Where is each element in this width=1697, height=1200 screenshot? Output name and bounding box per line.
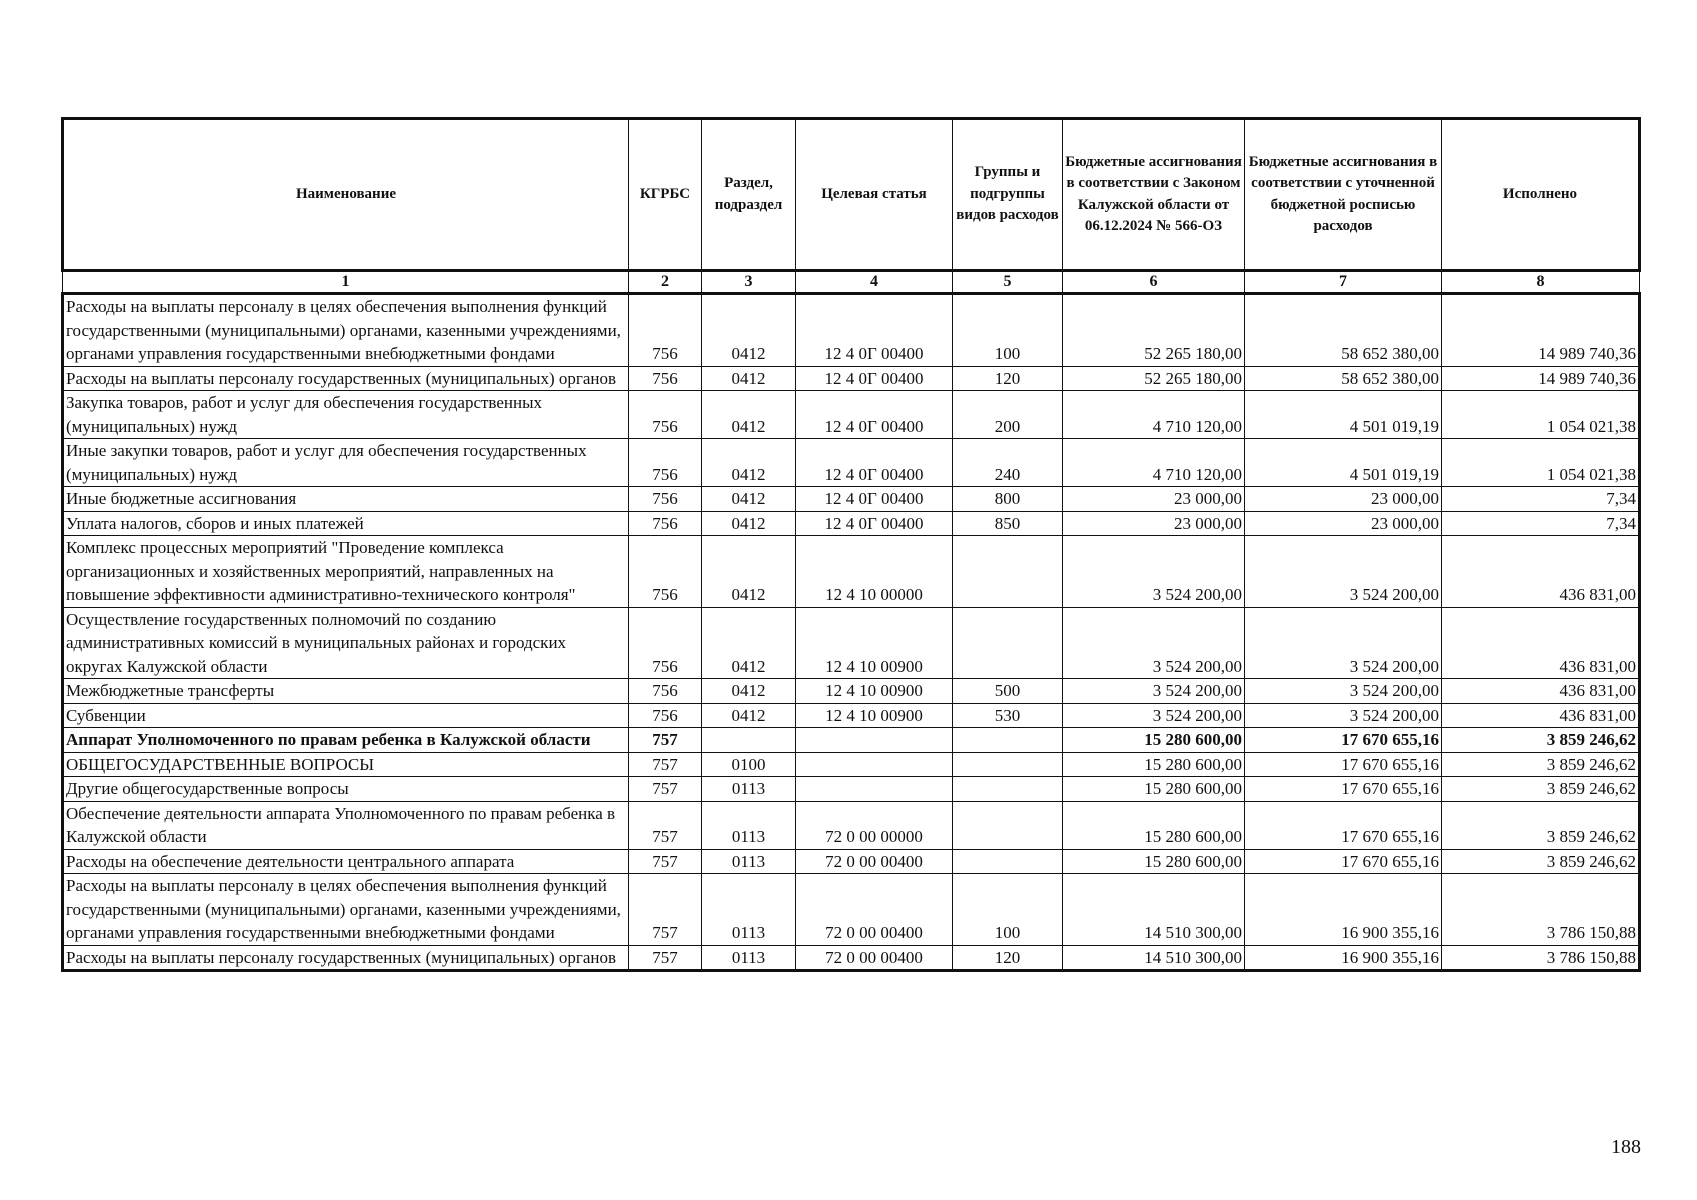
cell-name: Расходы на выплаты персоналу государственных (муниципальных) органов xyxy=(63,366,629,391)
cell-revised: 17 670 655,16 xyxy=(1245,801,1442,849)
column-number: 7 xyxy=(1245,271,1442,294)
cell-kgrbs: 757 xyxy=(629,849,702,874)
table-row xyxy=(63,849,1640,874)
cell-name: Комплекс процессных мероприятий "Проведение комплекса организационных и хозяйственных мероприятий, направленных на повышение эффективности административно-технического контроля" xyxy=(63,536,629,608)
cell-section: 0412 xyxy=(702,511,796,536)
cell-revised: 3 524 200,00 xyxy=(1245,703,1442,728)
cell-revised: 4 501 019,19 xyxy=(1245,391,1442,439)
cell-target xyxy=(796,777,953,802)
cell-group: 240 xyxy=(953,439,1063,487)
column-number: 8 xyxy=(1442,271,1640,294)
header-group: Группы и подгруппы видов расходов xyxy=(953,119,1063,271)
cell-kgrbs: 757 xyxy=(629,801,702,849)
table-row xyxy=(63,607,1640,679)
cell-name: Расходы на обеспечение деятельности центрального аппарата xyxy=(63,849,629,874)
cell-target: 12 4 0Г 00400 xyxy=(796,487,953,512)
cell-law: 15 280 600,00 xyxy=(1063,752,1245,777)
cell-target: 12 4 0Г 00400 xyxy=(796,511,953,536)
table-row xyxy=(63,511,1640,536)
cell-kgrbs: 756 xyxy=(629,366,702,391)
cell-target: 72 0 00 00000 xyxy=(796,801,953,849)
cell-kgrbs: 757 xyxy=(629,728,702,753)
column-number: 6 xyxy=(1063,271,1245,294)
cell-revised: 4 501 019,19 xyxy=(1245,439,1442,487)
cell-law: 3 524 200,00 xyxy=(1063,607,1245,679)
cell-executed: 3 859 246,62 xyxy=(1442,777,1640,802)
cell-law: 3 524 200,00 xyxy=(1063,679,1245,704)
cell-executed: 14 989 740,36 xyxy=(1442,366,1640,391)
cell-group xyxy=(953,752,1063,777)
cell-section: 0113 xyxy=(702,777,796,802)
cell-revised: 17 670 655,16 xyxy=(1245,752,1442,777)
cell-group: 200 xyxy=(953,391,1063,439)
cell-revised: 17 670 655,16 xyxy=(1245,849,1442,874)
cell-law: 4 710 120,00 xyxy=(1063,391,1245,439)
cell-law: 14 510 300,00 xyxy=(1063,945,1245,971)
cell-section: 0412 xyxy=(702,294,796,367)
cell-executed: 436 831,00 xyxy=(1442,679,1640,704)
cell-section: 0113 xyxy=(702,849,796,874)
cell-name: Субвенции xyxy=(63,703,629,728)
cell-section: 0412 xyxy=(702,607,796,679)
cell-section: 0100 xyxy=(702,752,796,777)
header-target: Целевая статья xyxy=(796,119,953,271)
cell-target: 12 4 10 00900 xyxy=(796,607,953,679)
cell-executed: 7,34 xyxy=(1442,511,1640,536)
cell-target xyxy=(796,728,953,753)
table-row xyxy=(63,439,1640,487)
cell-section: 0412 xyxy=(702,703,796,728)
cell-law: 14 510 300,00 xyxy=(1063,874,1245,946)
cell-section: 0412 xyxy=(702,679,796,704)
header-executed: Исполнено xyxy=(1442,119,1640,271)
table-row xyxy=(63,801,1640,849)
cell-executed: 7,34 xyxy=(1442,487,1640,512)
table-row xyxy=(63,703,1640,728)
column-number: 5 xyxy=(953,271,1063,294)
cell-group xyxy=(953,607,1063,679)
cell-revised: 3 524 200,00 xyxy=(1245,607,1442,679)
table-row xyxy=(63,752,1640,777)
cell-target: 72 0 00 00400 xyxy=(796,945,953,971)
cell-law: 4 710 120,00 xyxy=(1063,439,1245,487)
cell-target: 12 4 0Г 00400 xyxy=(796,439,953,487)
cell-target: 12 4 0Г 00400 xyxy=(796,391,953,439)
cell-target xyxy=(796,752,953,777)
table-row xyxy=(63,945,1640,971)
column-number: 4 xyxy=(796,271,953,294)
cell-section: 0412 xyxy=(702,391,796,439)
header-name: Наименование xyxy=(63,119,629,271)
cell-kgrbs: 757 xyxy=(629,752,702,777)
cell-kgrbs: 756 xyxy=(629,511,702,536)
cell-executed: 3 786 150,88 xyxy=(1442,874,1640,946)
cell-law: 3 524 200,00 xyxy=(1063,536,1245,608)
cell-executed: 1 054 021,38 xyxy=(1442,391,1640,439)
cell-kgrbs: 757 xyxy=(629,777,702,802)
cell-group: 800 xyxy=(953,487,1063,512)
cell-section: 0113 xyxy=(702,874,796,946)
cell-executed: 436 831,00 xyxy=(1442,607,1640,679)
cell-group: 100 xyxy=(953,874,1063,946)
cell-name: Осуществление государственных полномочий по созданию административных комиссий в муниципальных районах и городских округах Калужской области xyxy=(63,607,629,679)
cell-target: 72 0 00 00400 xyxy=(796,874,953,946)
cell-section: 0412 xyxy=(702,487,796,512)
cell-name: ОБЩЕГОСУДАРСТВЕННЫЕ ВОПРОСЫ xyxy=(63,752,629,777)
cell-kgrbs: 756 xyxy=(629,487,702,512)
cell-name: Расходы на выплаты персоналу государственных (муниципальных) органов xyxy=(63,945,629,971)
cell-revised: 58 652 380,00 xyxy=(1245,294,1442,367)
column-number: 1 xyxy=(63,271,629,294)
cell-law: 52 265 180,00 xyxy=(1063,294,1245,367)
cell-executed: 1 054 021,38 xyxy=(1442,439,1640,487)
table-row xyxy=(63,366,1640,391)
cell-law: 15 280 600,00 xyxy=(1063,849,1245,874)
cell-group: 100 xyxy=(953,294,1063,367)
cell-executed: 3 786 150,88 xyxy=(1442,945,1640,971)
page-number: 188 xyxy=(1611,1136,1641,1158)
cell-name: Закупка товаров, работ и услуг для обеспечения государственных (муниципальных) нужд xyxy=(63,391,629,439)
table-row xyxy=(63,679,1640,704)
cell-law: 15 280 600,00 xyxy=(1063,777,1245,802)
cell-revised: 17 670 655,16 xyxy=(1245,728,1442,753)
cell-revised: 58 652 380,00 xyxy=(1245,366,1442,391)
cell-target: 72 0 00 00400 xyxy=(796,849,953,874)
cell-group: 850 xyxy=(953,511,1063,536)
cell-target: 12 4 10 00000 xyxy=(796,536,953,608)
cell-section: 0113 xyxy=(702,801,796,849)
cell-law: 15 280 600,00 xyxy=(1063,728,1245,753)
table-row xyxy=(63,728,1640,753)
cell-group xyxy=(953,536,1063,608)
cell-kgrbs: 756 xyxy=(629,439,702,487)
cell-section xyxy=(702,728,796,753)
cell-executed: 3 859 246,62 xyxy=(1442,728,1640,753)
table-row xyxy=(63,536,1640,608)
cell-revised: 16 900 355,16 xyxy=(1245,874,1442,946)
cell-name: Межбюджетные трансферты xyxy=(63,679,629,704)
header-law: Бюджетные ассигнования в соответствии с Законом Калужской области от 06.12.2024 № 566-ОЗ xyxy=(1063,119,1245,271)
cell-law: 23 000,00 xyxy=(1063,487,1245,512)
cell-revised: 17 670 655,16 xyxy=(1245,777,1442,802)
cell-group: 120 xyxy=(953,366,1063,391)
header-section: Раздел, подраздел xyxy=(702,119,796,271)
cell-executed: 3 859 246,62 xyxy=(1442,801,1640,849)
cell-law: 52 265 180,00 xyxy=(1063,366,1245,391)
column-number: 3 xyxy=(702,271,796,294)
cell-kgrbs: 756 xyxy=(629,294,702,367)
cell-group xyxy=(953,728,1063,753)
cell-executed: 14 989 740,36 xyxy=(1442,294,1640,367)
cell-target: 12 4 10 00900 xyxy=(796,703,953,728)
cell-kgrbs: 756 xyxy=(629,536,702,608)
cell-kgrbs: 757 xyxy=(629,945,702,971)
cell-section: 0412 xyxy=(702,536,796,608)
table-row xyxy=(63,777,1640,802)
cell-revised: 3 524 200,00 xyxy=(1245,536,1442,608)
table-row xyxy=(63,874,1640,946)
cell-name: Аппарат Уполномоченного по правам ребенка в Калужской области xyxy=(63,728,629,753)
cell-executed: 3 859 246,62 xyxy=(1442,849,1640,874)
cell-executed: 436 831,00 xyxy=(1442,536,1640,608)
cell-target: 12 4 0Г 00400 xyxy=(796,294,953,367)
cell-revised: 16 900 355,16 xyxy=(1245,945,1442,971)
cell-executed: 436 831,00 xyxy=(1442,703,1640,728)
cell-section: 0113 xyxy=(702,945,796,971)
cell-group xyxy=(953,849,1063,874)
cell-target: 12 4 0Г 00400 xyxy=(796,366,953,391)
cell-kgrbs: 756 xyxy=(629,607,702,679)
cell-group xyxy=(953,801,1063,849)
cell-name: Иные бюджетные ассигнования xyxy=(63,487,629,512)
cell-revised: 23 000,00 xyxy=(1245,511,1442,536)
table-row xyxy=(63,294,1640,367)
cell-section: 0412 xyxy=(702,366,796,391)
header-revised: Бюджетные ассигнования в соответствии с уточненной бюджетной росписью расходов xyxy=(1245,119,1442,271)
budget-table xyxy=(61,117,1641,972)
cell-kgrbs: 757 xyxy=(629,874,702,946)
cell-executed: 3 859 246,62 xyxy=(1442,752,1640,777)
column-number: 2 xyxy=(629,271,702,294)
cell-group: 120 xyxy=(953,945,1063,971)
header-kgrbs: КГРБС xyxy=(629,119,702,271)
cell-target: 12 4 10 00900 xyxy=(796,679,953,704)
cell-section: 0412 xyxy=(702,439,796,487)
cell-name: Другие общегосударственные вопросы xyxy=(63,777,629,802)
cell-group: 500 xyxy=(953,679,1063,704)
table-body xyxy=(63,294,1640,971)
cell-group: 530 xyxy=(953,703,1063,728)
header-row xyxy=(63,119,1640,271)
cell-kgrbs: 756 xyxy=(629,679,702,704)
cell-name: Расходы на выплаты персоналу в целях обеспечения выполнения функций государственными (муниципальными) органами, казенными учреждениями, органами управления государственными внебюджетными фондами xyxy=(63,294,629,367)
cell-revised: 23 000,00 xyxy=(1245,487,1442,512)
column-number-row xyxy=(63,271,1640,294)
cell-revised: 3 524 200,00 xyxy=(1245,679,1442,704)
table-row xyxy=(63,487,1640,512)
cell-law: 3 524 200,00 xyxy=(1063,703,1245,728)
cell-kgrbs: 756 xyxy=(629,391,702,439)
cell-kgrbs: 756 xyxy=(629,703,702,728)
cell-law: 23 000,00 xyxy=(1063,511,1245,536)
cell-name: Уплата налогов, сборов и иных платежей xyxy=(63,511,629,536)
cell-name: Обеспечение деятельности аппарата Уполномоченного по правам ребенка в Калужской области xyxy=(63,801,629,849)
cell-name: Иные закупки товаров, работ и услуг для обеспечения государственных (муниципальных) нужд xyxy=(63,439,629,487)
cell-name: Расходы на выплаты персоналу в целях обеспечения выполнения функций государственными (муниципальными) органами, казенными учреждениями, органами управления государственными внебюджетными фондами xyxy=(63,874,629,946)
table-row xyxy=(63,391,1640,439)
cell-law: 15 280 600,00 xyxy=(1063,801,1245,849)
cell-group xyxy=(953,777,1063,802)
